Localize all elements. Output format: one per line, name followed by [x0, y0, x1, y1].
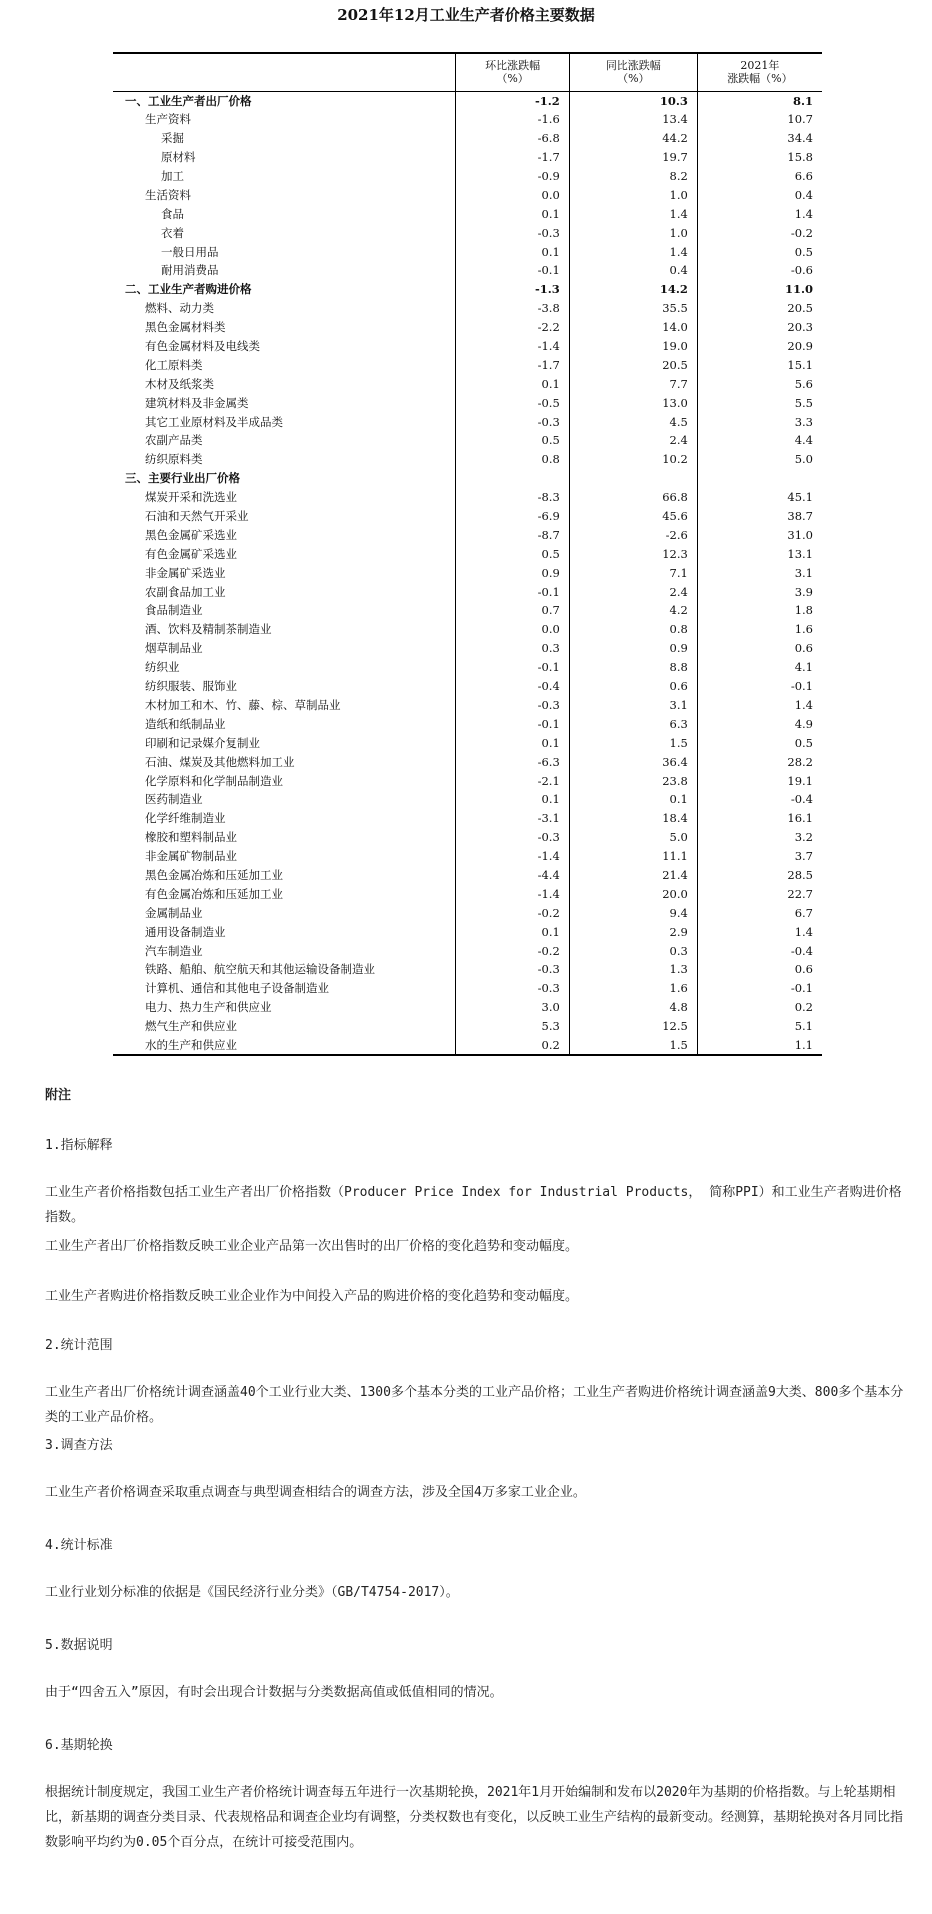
- row-yoy-value: 1.6: [569, 979, 697, 998]
- row-ytd-value: 3.3: [697, 412, 822, 431]
- row-name: 化学纤维制造业: [145, 811, 226, 826]
- paragraph-6-1: 根据统计制度规定，我国工业生产者价格统计调查每五年进行一次基期轮换，2021年1月开始编制和发布以2020年为基期的价格指数。与上轮基期相比，新基期的调查分类目录、代表规格品和调查企业均有调整，分类权数也有变化，以反映工业生产结构的最新变动。经测算，基期轮换对各月同比指数影响平均约为0.05个百分点，在统计可接受范围内。: [45, 1785, 904, 1850]
- table-row: [113, 658, 822, 677]
- row-mom-value: -0.9: [456, 167, 569, 186]
- table-row: [113, 355, 822, 374]
- row-mom-value: -2.2: [456, 318, 569, 337]
- row-ytd-value: 8.1: [697, 91, 822, 110]
- row-ytd-value: 1.4: [697, 204, 822, 223]
- row-ytd-value: [697, 469, 822, 488]
- row-ytd-value: 1.6: [697, 620, 822, 639]
- row-name: 医药制造业: [145, 792, 203, 807]
- row-name: 木材加工和木、竹、藤、棕、草制品业: [145, 697, 341, 712]
- row-yoy-value: 3.1: [569, 696, 697, 715]
- row-ytd-value: 0.5: [697, 242, 822, 261]
- row-mom-value: -0.5: [456, 393, 569, 412]
- table-row: [113, 129, 822, 148]
- table-row: [113, 1017, 822, 1036]
- table-row: [113, 488, 822, 507]
- paragraph-2-1: 工业生产者出厂价格统计调查涵盖40个工业行业大类、1300多个基本分类的工业产品价格；工业生产者购进价格统计调查涵盖9大类、800多个基本分类的工业产品价格。: [45, 1385, 904, 1425]
- row-mom-value: -1.4: [456, 337, 569, 356]
- row-ytd-value: 20.3: [697, 318, 822, 337]
- row-mom-value: 0.5: [456, 431, 569, 450]
- row-ytd-value: -0.1: [697, 979, 822, 998]
- row-yoy-value: 7.1: [569, 563, 697, 582]
- row-yoy-value: 0.4: [569, 261, 697, 280]
- row-ytd-value: -0.1: [697, 677, 822, 696]
- table-row: [113, 337, 822, 356]
- table-row: [113, 261, 822, 280]
- row-name: 加工: [161, 169, 184, 183]
- table-row: [113, 979, 822, 998]
- row-name: 纺织服装、服饰业: [145, 679, 237, 694]
- row-ytd-value: 4.1: [697, 658, 822, 677]
- paragraph-3-1: 工业生产者价格调查采取重点调查与典型调查相结合的调查方法，涉及全国4万多家工业企业。: [45, 1485, 586, 1500]
- row-mom-value: -0.4: [456, 677, 569, 696]
- table-header-row: [113, 53, 822, 91]
- row-mom-value: 0.1: [456, 922, 569, 941]
- row-ytd-value: 45.1: [697, 488, 822, 507]
- table-row: [113, 318, 822, 337]
- header-mom: [456, 53, 569, 91]
- row-yoy-value: 0.8: [569, 620, 697, 639]
- row-ytd-value: 38.7: [697, 507, 822, 526]
- table-row: [113, 469, 822, 488]
- row-ytd-value: 22.7: [697, 884, 822, 903]
- row-name: 燃气生产和供应业: [145, 1019, 237, 1034]
- row-yoy-value: 45.6: [569, 507, 697, 526]
- row-yoy-value: 35.5: [569, 299, 697, 318]
- section-heading-3: 3.调查方法: [45, 1438, 113, 1453]
- header-ytd-text: 2021年 涨跌幅（%）: [727, 59, 793, 86]
- row-name: 煤炭开采和洗选业: [145, 490, 237, 505]
- table-row: [113, 563, 822, 582]
- table-row: [113, 714, 822, 733]
- row-name: 纺织业: [145, 660, 180, 675]
- table-body: [113, 91, 822, 1055]
- table-row: [113, 450, 822, 469]
- row-yoy-value: 8.8: [569, 658, 697, 677]
- row-ytd-value: 16.1: [697, 809, 822, 828]
- section-heading-6: 6.基期轮换: [45, 1738, 113, 1753]
- row-mom-value: -0.3: [456, 979, 569, 998]
- row-yoy-value: 11.1: [569, 847, 697, 866]
- row-yoy-value: 2.9: [569, 922, 697, 941]
- row-mom-value: -3.8: [456, 299, 569, 318]
- row-name: 三、主要行业出厂价格: [125, 471, 240, 486]
- row-yoy-value: 14.0: [569, 318, 697, 337]
- row-mom-value: -1.4: [456, 884, 569, 903]
- row-ytd-value: 31.0: [697, 525, 822, 544]
- row-name: 纺织原料类: [145, 452, 203, 467]
- row-mom-value: -1.7: [456, 355, 569, 374]
- row-ytd-value: 15.8: [697, 148, 822, 167]
- row-yoy-value: 10.3: [569, 91, 697, 110]
- row-yoy-value: 1.4: [569, 242, 697, 261]
- row-mom-value: -0.3: [456, 960, 569, 979]
- row-mom-value: -1.3: [456, 280, 569, 299]
- row-yoy-value: 12.5: [569, 1017, 697, 1036]
- row-yoy-value: 20.0: [569, 884, 697, 903]
- row-mom-value: -0.1: [456, 658, 569, 677]
- table-row: [113, 790, 822, 809]
- row-ytd-value: 10.7: [697, 110, 822, 129]
- row-ytd-value: -0.6: [697, 261, 822, 280]
- row-mom-value: 0.8: [456, 450, 569, 469]
- row-name: 食品: [161, 206, 184, 221]
- row-mom-value: -6.9: [456, 507, 569, 526]
- row-mom-value: 0.0: [456, 620, 569, 639]
- row-yoy-value: 36.4: [569, 752, 697, 771]
- row-ytd-value: 20.9: [697, 337, 822, 356]
- table-row: [113, 677, 822, 696]
- row-mom-value: -6.3: [456, 752, 569, 771]
- row-name: 电力、热力生产和供应业: [145, 1000, 272, 1015]
- row-mom-value: 0.5: [456, 544, 569, 563]
- table-row: [113, 601, 822, 620]
- table-row: [113, 412, 822, 431]
- row-name: 食品制造业: [145, 603, 203, 618]
- row-mom-value: 0.0: [456, 185, 569, 204]
- row-name: 酒、饮料及精制茶制造业: [145, 622, 272, 637]
- row-mom-value: -8.7: [456, 525, 569, 544]
- row-yoy-value: 2.4: [569, 431, 697, 450]
- paragraph-1-3: 工业生产者购进价格指数反映工业企业作为中间投入产品的购进价格的变化趋势和变动幅度。: [45, 1289, 579, 1304]
- section-heading-1: 1.指标解释: [45, 1138, 113, 1153]
- row-yoy-value: [569, 469, 697, 488]
- row-yoy-value: 21.4: [569, 866, 697, 885]
- row-yoy-value: 4.8: [569, 998, 697, 1017]
- table-row: [113, 998, 822, 1017]
- row-name: 农副食品加工业: [145, 584, 226, 599]
- row-name: 计算机、通信和其他电子设备制造业: [145, 981, 329, 996]
- paragraph-1-1: 工业生产者价格指数包括工业生产者出厂价格指数（Producer Price Index for Industrial Products， 简称PPI）和工业生产者购进价格指数。: [45, 1185, 902, 1225]
- row-mom-value: 0.2: [456, 1036, 569, 1055]
- row-name: 金属制品业: [145, 905, 203, 920]
- row-yoy-value: 14.2: [569, 280, 697, 299]
- row-ytd-value: 5.6: [697, 374, 822, 393]
- row-yoy-value: 0.9: [569, 639, 697, 658]
- row-ytd-value: 0.2: [697, 998, 822, 1017]
- header-ytd: [697, 53, 822, 91]
- row-name: 原材料: [161, 150, 196, 165]
- notes-title: 附注: [45, 1088, 72, 1103]
- row-ytd-value: 5.0: [697, 450, 822, 469]
- row-name: 二、工业生产者购进价格: [125, 282, 252, 297]
- row-yoy-value: 44.2: [569, 129, 697, 148]
- table-row: [113, 582, 822, 601]
- row-yoy-value: 12.3: [569, 544, 697, 563]
- table-row: [113, 185, 822, 204]
- row-mom-value: -0.3: [456, 223, 569, 242]
- paragraph-4-1: 工业行业划分标准的依据是《国民经济行业分类》（GB/T4754-2017）。: [45, 1585, 459, 1600]
- row-ytd-value: 3.7: [697, 847, 822, 866]
- row-mom-value: -0.3: [456, 412, 569, 431]
- row-yoy-value: 1.5: [569, 1036, 697, 1055]
- row-ytd-value: 15.1: [697, 355, 822, 374]
- table-row: [113, 752, 822, 771]
- row-mom-value: 0.3: [456, 639, 569, 658]
- row-name: 黑色金属冶炼和压延加工业: [145, 867, 283, 882]
- row-name: 石油和天然气开采业: [145, 509, 249, 524]
- row-mom-value: -0.2: [456, 941, 569, 960]
- row-mom-value: 0.1: [456, 374, 569, 393]
- row-name: 衣着: [161, 225, 184, 240]
- row-mom-value: -0.3: [456, 696, 569, 715]
- row-name: 通用设备制造业: [145, 924, 226, 939]
- table-row: [113, 374, 822, 393]
- row-mom-value: -0.1: [456, 582, 569, 601]
- row-mom-value: -8.3: [456, 488, 569, 507]
- row-mom-value: 0.7: [456, 601, 569, 620]
- row-ytd-value: -0.4: [697, 941, 822, 960]
- row-yoy-value: 6.3: [569, 714, 697, 733]
- table-row: [113, 299, 822, 318]
- row-ytd-value: 11.0: [697, 280, 822, 299]
- table-row: [113, 960, 822, 979]
- row-ytd-value: 28.2: [697, 752, 822, 771]
- row-ytd-value: 1.4: [697, 922, 822, 941]
- table-row: [113, 91, 822, 110]
- row-name: 生活资料: [145, 187, 191, 202]
- row-mom-value: 0.1: [456, 204, 569, 223]
- row-mom-value: 0.1: [456, 790, 569, 809]
- row-name: 燃料、动力类: [145, 301, 214, 316]
- row-ytd-value: 28.5: [697, 866, 822, 885]
- row-ytd-value: 5.1: [697, 1017, 822, 1036]
- section-heading-2: 2.统计范围: [45, 1338, 113, 1353]
- row-yoy-value: 19.0: [569, 337, 697, 356]
- table-row: [113, 847, 822, 866]
- row-yoy-value: 10.2: [569, 450, 697, 469]
- row-yoy-value: 1.5: [569, 733, 697, 752]
- row-mom-value: 5.3: [456, 1017, 569, 1036]
- row-name: 化学原料和化学制品制造业: [145, 773, 283, 788]
- row-name: 农副产品类: [145, 433, 203, 448]
- row-mom-value: -1.6: [456, 110, 569, 129]
- table-row: [113, 431, 822, 450]
- header-item: [113, 53, 456, 91]
- row-mom-value: -0.3: [456, 828, 569, 847]
- row-name: 黑色金属材料类: [145, 320, 226, 335]
- row-ytd-value: 4.9: [697, 714, 822, 733]
- row-mom-value: 3.0: [456, 998, 569, 1017]
- row-name: 有色金属矿采选业: [145, 546, 237, 561]
- row-mom-value: -1.2: [456, 91, 569, 110]
- row-yoy-value: 4.2: [569, 601, 697, 620]
- row-ytd-value: 0.6: [697, 639, 822, 658]
- row-yoy-value: 66.8: [569, 488, 697, 507]
- row-yoy-value: -2.6: [569, 525, 697, 544]
- row-mom-value: -6.8: [456, 129, 569, 148]
- row-mom-value: [456, 469, 569, 488]
- row-ytd-value: 1.8: [697, 601, 822, 620]
- row-ytd-value: 13.1: [697, 544, 822, 563]
- row-yoy-value: 1.0: [569, 185, 697, 204]
- row-name: 建筑材料及非金属类: [145, 395, 249, 410]
- table-row: [113, 884, 822, 903]
- row-yoy-value: 0.1: [569, 790, 697, 809]
- row-ytd-value: 3.9: [697, 582, 822, 601]
- row-yoy-value: 8.2: [569, 167, 697, 186]
- header-yoy: [569, 53, 697, 91]
- row-name: 水的生产和供应业: [113, 1036, 456, 1055]
- row-mom-value: -2.1: [456, 771, 569, 790]
- row-yoy-value: 23.8: [569, 771, 697, 790]
- row-ytd-value: 34.4: [697, 129, 822, 148]
- row-ytd-value: 3.2: [697, 828, 822, 847]
- row-mom-value: 0.1: [456, 242, 569, 261]
- paragraph-1-2: 工业生产者出厂价格指数反映工业企业产品第一次出售时的出厂价格的变化趋势和变动幅度。: [45, 1239, 579, 1254]
- row-name: 采掘: [161, 131, 184, 146]
- row-yoy-value: 5.0: [569, 828, 697, 847]
- row-name: 非金属矿采选业: [145, 565, 226, 580]
- row-name: 化工原料类: [145, 357, 203, 372]
- row-name: 造纸和纸制品业: [145, 716, 226, 731]
- row-name: 耐用消费品: [161, 263, 219, 278]
- row-yoy-value: 1.4: [569, 204, 697, 223]
- header-yoy-text: 同比涨跌幅 （%）: [605, 59, 661, 86]
- row-name: 烟草制品业: [145, 641, 203, 656]
- section-heading-4: 4.统计标准: [45, 1538, 113, 1553]
- table-row: [113, 639, 822, 658]
- table-row: [113, 866, 822, 885]
- row-mom-value: -1.7: [456, 148, 569, 167]
- row-ytd-value: 6.7: [697, 903, 822, 922]
- row-ytd-value: 0.5: [697, 733, 822, 752]
- row-mom-value: -3.1: [456, 809, 569, 828]
- page-title: 2021年12月工业生产者价格主要数据: [337, 6, 595, 24]
- table-row: [113, 242, 822, 261]
- row-mom-value: 0.9: [456, 563, 569, 582]
- table-row: [113, 922, 822, 941]
- row-name: 铁路、船舶、航空航天和其他运输设备制造业: [145, 962, 375, 977]
- ppi-data-table: [113, 52, 822, 1056]
- row-ytd-value: 1.1: [697, 1036, 822, 1055]
- row-name: 石油、煤炭及其他燃料加工业: [145, 754, 295, 769]
- table-row: [113, 167, 822, 186]
- row-name: 有色金属冶炼和压延加工业: [145, 886, 283, 901]
- row-name: 有色金属材料及电线类: [145, 339, 260, 354]
- table-row: [113, 148, 822, 167]
- row-name: 黑色金属矿采选业: [145, 527, 237, 542]
- paragraph-5-1: 由于“四舍五入”原因，有时会出现合计数据与分类数据高值或低值相同的情况。: [45, 1685, 503, 1700]
- row-ytd-value: 3.1: [697, 563, 822, 582]
- row-yoy-value: 1.3: [569, 960, 697, 979]
- table-row: [113, 620, 822, 639]
- row-name: 一、工业生产者出厂价格: [125, 93, 252, 108]
- table-row: [113, 525, 822, 544]
- row-yoy-value: 0.3: [569, 941, 697, 960]
- row-name: 印刷和记录媒介复制业: [145, 735, 260, 750]
- table-row: [113, 280, 822, 299]
- row-name: 橡胶和塑料制品业: [145, 830, 237, 845]
- row-yoy-value: 4.5: [569, 412, 697, 431]
- row-yoy-value: 18.4: [569, 809, 697, 828]
- table-row: [113, 204, 822, 223]
- row-ytd-value: -0.4: [697, 790, 822, 809]
- table-row: [113, 544, 822, 563]
- table-row: [113, 941, 822, 960]
- table-row: [113, 733, 822, 752]
- row-yoy-value: 13.0: [569, 393, 697, 412]
- row-ytd-value: 20.5: [697, 299, 822, 318]
- table-row: [113, 903, 822, 922]
- table-row: [113, 507, 822, 526]
- row-yoy-value: 13.4: [569, 110, 697, 129]
- row-name: 生产资料: [145, 112, 191, 127]
- row-ytd-value: 0.4: [697, 185, 822, 204]
- row-mom-value: -0.1: [456, 261, 569, 280]
- row-mom-value: -1.4: [456, 847, 569, 866]
- table-row: [113, 828, 822, 847]
- row-yoy-value: 1.0: [569, 223, 697, 242]
- table-row: [113, 696, 822, 715]
- row-name: 汽车制造业: [145, 943, 203, 958]
- row-mom-value: -4.4: [456, 866, 569, 885]
- row-name: 一般日用品: [161, 244, 219, 259]
- table-row: [113, 771, 822, 790]
- row-name: 其它工业原材料及半成品类: [145, 414, 283, 429]
- table-row: [113, 110, 822, 129]
- row-yoy-value: 2.4: [569, 582, 697, 601]
- row-ytd-value: 4.4: [697, 431, 822, 450]
- row-ytd-value: -0.2: [697, 223, 822, 242]
- row-name: 木材及纸浆类: [145, 376, 214, 391]
- row-ytd-value: 0.6: [697, 960, 822, 979]
- table-row: [113, 809, 822, 828]
- table-row: [113, 393, 822, 412]
- row-ytd-value: 6.6: [697, 167, 822, 186]
- row-ytd-value: 19.1: [697, 771, 822, 790]
- row-mom-value: -0.1: [456, 714, 569, 733]
- table-row: [113, 1036, 822, 1055]
- row-ytd-value: 1.4: [697, 696, 822, 715]
- row-yoy-value: 7.7: [569, 374, 697, 393]
- row-yoy-value: 20.5: [569, 355, 697, 374]
- row-mom-value: 0.1: [456, 733, 569, 752]
- table-row: [113, 223, 822, 242]
- row-yoy-value: 9.4: [569, 903, 697, 922]
- section-heading-5: 5.数据说明: [45, 1638, 113, 1653]
- header-mom-text: 环比涨跌幅 （%）: [485, 59, 541, 86]
- row-yoy-value: 19.7: [569, 148, 697, 167]
- row-ytd-value: 5.5: [697, 393, 822, 412]
- row-mom-value: -0.2: [456, 903, 569, 922]
- row-yoy-value: 0.6: [569, 677, 697, 696]
- row-name: 非金属矿物制品业: [145, 849, 237, 864]
